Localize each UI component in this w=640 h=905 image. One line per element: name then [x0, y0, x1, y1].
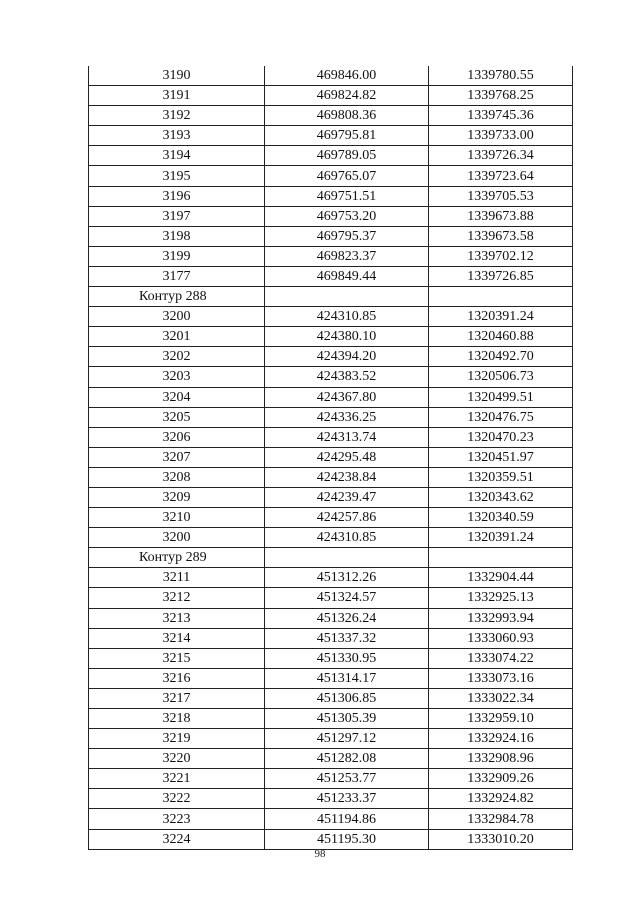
point-number-cell: 3193: [89, 126, 265, 146]
y-coordinate-cell: 1332904.44: [429, 568, 573, 588]
x-coordinate-cell: 451253.77: [265, 769, 429, 789]
page-number: 98: [314, 848, 326, 860]
y-coordinate-cell: 1339705.53: [429, 186, 573, 206]
x-coordinate-cell: 469846.00: [265, 66, 429, 86]
point-number-cell: 3205: [89, 407, 265, 427]
x-coordinate-cell: 451233.37: [265, 789, 429, 809]
table-row: [89, 648, 573, 668]
table-row: [89, 467, 573, 487]
table-row: [89, 146, 573, 166]
table-row: [89, 387, 573, 407]
y-coordinate-cell: 1333074.22: [429, 648, 573, 668]
point-number-cell: 3213: [89, 608, 265, 628]
table-row: [89, 226, 573, 246]
y-coordinate-cell: 1320359.51: [429, 467, 573, 487]
table-row: [89, 126, 573, 146]
point-number-cell: 3198: [89, 226, 265, 246]
table-row: [89, 508, 573, 528]
point-number-cell: 3204: [89, 387, 265, 407]
point-number-cell: 3200: [89, 528, 265, 548]
point-number-cell: 3220: [89, 749, 265, 769]
x-coordinate-cell: 469824.82: [265, 86, 429, 106]
y-coordinate-cell: 1339733.00: [429, 126, 573, 146]
point-number-cell: 3223: [89, 809, 265, 829]
x-coordinate-cell: 451282.08: [265, 749, 429, 769]
y-coordinate-cell: 1320451.97: [429, 447, 573, 467]
x-coordinate-cell: 469795.81: [265, 126, 429, 146]
point-number-cell: 3197: [89, 206, 265, 226]
point-number-cell: 3211: [89, 568, 265, 588]
contour-header-row: [89, 287, 573, 307]
point-number-cell: 3212: [89, 588, 265, 608]
y-coordinate-cell: 1339745.36: [429, 106, 573, 126]
x-coordinate-cell: 424336.25: [265, 407, 429, 427]
point-number-cell: 3219: [89, 729, 265, 749]
y-coordinate-cell: 1339780.55: [429, 66, 573, 86]
table-row: [89, 347, 573, 367]
table-row: [89, 246, 573, 266]
table-row: [89, 688, 573, 708]
x-coordinate-cell: 451330.95: [265, 648, 429, 668]
x-coordinate-cell: 451337.32: [265, 628, 429, 648]
y-coordinate-cell: 1320343.62: [429, 487, 573, 507]
y-coordinate-cell: 1320470.23: [429, 427, 573, 447]
point-number-cell: 3221: [89, 769, 265, 789]
empty-cell: [265, 548, 429, 568]
table-row: [89, 608, 573, 628]
y-coordinate-cell: 1339726.85: [429, 266, 573, 286]
point-number-cell: 3208: [89, 467, 265, 487]
x-coordinate-cell: 451312.26: [265, 568, 429, 588]
x-coordinate-cell: 451314.17: [265, 668, 429, 688]
x-coordinate-cell: 424239.47: [265, 487, 429, 507]
table-row: [89, 528, 573, 548]
x-coordinate-cell: 424238.84: [265, 467, 429, 487]
x-coordinate-cell: 469823.37: [265, 246, 429, 266]
contour-header-row: [89, 548, 573, 568]
x-coordinate-cell: 424310.85: [265, 528, 429, 548]
x-coordinate-cell: 469753.20: [265, 206, 429, 226]
table-row: [89, 206, 573, 226]
y-coordinate-cell: 1333073.16: [429, 668, 573, 688]
x-coordinate-cell: 424313.74: [265, 427, 429, 447]
point-number-cell: 3203: [89, 367, 265, 387]
point-number-cell: 3177: [89, 266, 265, 286]
table-row: [89, 307, 573, 327]
y-coordinate-cell: 1332908.96: [429, 749, 573, 769]
point-number-cell: 3218: [89, 709, 265, 729]
table-row: [89, 769, 573, 789]
table-row: [89, 367, 573, 387]
x-coordinate-cell: 451195.30: [265, 829, 429, 849]
y-coordinate-cell: 1332924.82: [429, 789, 573, 809]
point-number-cell: 3202: [89, 347, 265, 367]
table-row: [89, 86, 573, 106]
point-number-cell: 3209: [89, 487, 265, 507]
x-coordinate-cell: 469808.36: [265, 106, 429, 126]
table-row: [89, 106, 573, 126]
x-coordinate-cell: 424383.52: [265, 367, 429, 387]
y-coordinate-cell: 1332909.26: [429, 769, 573, 789]
empty-cell: [265, 287, 429, 307]
x-coordinate-cell: 469795.37: [265, 226, 429, 246]
y-coordinate-cell: 1320492.70: [429, 347, 573, 367]
table-row: [89, 809, 573, 829]
table-row: [89, 628, 573, 648]
x-coordinate-cell: 469751.51: [265, 186, 429, 206]
point-number-cell: 3217: [89, 688, 265, 708]
table-row: [89, 568, 573, 588]
y-coordinate-cell: 1339673.88: [429, 206, 573, 226]
x-coordinate-cell: 424367.80: [265, 387, 429, 407]
point-number-cell: 3200: [89, 307, 265, 327]
point-number-cell: 3194: [89, 146, 265, 166]
y-coordinate-cell: 1332993.94: [429, 608, 573, 628]
point-number-cell: 3190: [89, 66, 265, 86]
y-coordinate-cell: 1320460.88: [429, 327, 573, 347]
empty-cell: [429, 548, 573, 568]
x-coordinate-cell: 451194.86: [265, 809, 429, 829]
x-coordinate-cell: 424380.10: [265, 327, 429, 347]
x-coordinate-cell: 424394.20: [265, 347, 429, 367]
y-coordinate-cell: 1320476.75: [429, 407, 573, 427]
x-coordinate-cell: 469789.05: [265, 146, 429, 166]
x-coordinate-cell: 469765.07: [265, 166, 429, 186]
coordinates-table-body: [89, 66, 573, 849]
point-number-cell: 3195: [89, 166, 265, 186]
y-coordinate-cell: 1332984.78: [429, 809, 573, 829]
x-coordinate-cell: 424295.48: [265, 447, 429, 467]
point-number-cell: 3196: [89, 186, 265, 206]
y-coordinate-cell: 1332925.13: [429, 588, 573, 608]
table-row: [89, 729, 573, 749]
table-row: [89, 749, 573, 769]
y-coordinate-cell: 1333010.20: [429, 829, 573, 849]
point-number-cell: 3216: [89, 668, 265, 688]
y-coordinate-cell: 1332959.10: [429, 709, 573, 729]
y-coordinate-cell: 1339723.64: [429, 166, 573, 186]
point-number-cell: 3222: [89, 789, 265, 809]
point-number-cell: 3191: [89, 86, 265, 106]
table-row: [89, 447, 573, 467]
y-coordinate-cell: 1339768.25: [429, 86, 573, 106]
table-row: [89, 829, 573, 849]
x-coordinate-cell: 451297.12: [265, 729, 429, 749]
y-coordinate-cell: 1320506.73: [429, 367, 573, 387]
table-row: [89, 66, 573, 86]
point-number-cell: 3199: [89, 246, 265, 266]
point-number-cell: 3224: [89, 829, 265, 849]
point-number-cell: 3201: [89, 327, 265, 347]
contour-label: Контур 288: [89, 287, 265, 307]
table-row: [89, 327, 573, 347]
table-row: [89, 487, 573, 507]
y-coordinate-cell: 1333060.93: [429, 628, 573, 648]
point-number-cell: 3210: [89, 508, 265, 528]
table-row: [89, 407, 573, 427]
x-coordinate-cell: 424310.85: [265, 307, 429, 327]
table-row: [89, 186, 573, 206]
table-row: [89, 166, 573, 186]
y-coordinate-cell: 1320391.24: [429, 307, 573, 327]
table-row: [89, 266, 573, 286]
point-number-cell: 3214: [89, 628, 265, 648]
point-number-cell: 3192: [89, 106, 265, 126]
point-number-cell: 3207: [89, 447, 265, 467]
y-coordinate-cell: 1339726.34: [429, 146, 573, 166]
x-coordinate-cell: 451326.24: [265, 608, 429, 628]
table-row: [89, 709, 573, 729]
y-coordinate-cell: 1333022.34: [429, 688, 573, 708]
table-row: [89, 789, 573, 809]
coordinates-table: [88, 66, 573, 850]
x-coordinate-cell: 451305.39: [265, 709, 429, 729]
table-row: [89, 588, 573, 608]
x-coordinate-cell: 469849.44: [265, 266, 429, 286]
y-coordinate-cell: 1320499.51: [429, 387, 573, 407]
x-coordinate-cell: 424257.86: [265, 508, 429, 528]
y-coordinate-cell: 1339702.12: [429, 246, 573, 266]
table-row: [89, 668, 573, 688]
table-row: [89, 427, 573, 447]
x-coordinate-cell: 451324.57: [265, 588, 429, 608]
y-coordinate-cell: 1320340.59: [429, 508, 573, 528]
point-number-cell: 3206: [89, 427, 265, 447]
y-coordinate-cell: 1320391.24: [429, 528, 573, 548]
x-coordinate-cell: 451306.85: [265, 688, 429, 708]
point-number-cell: 3215: [89, 648, 265, 668]
y-coordinate-cell: 1332924.16: [429, 729, 573, 749]
empty-cell: [429, 287, 573, 307]
contour-label: Контур 289: [89, 548, 265, 568]
y-coordinate-cell: 1339673.58: [429, 226, 573, 246]
